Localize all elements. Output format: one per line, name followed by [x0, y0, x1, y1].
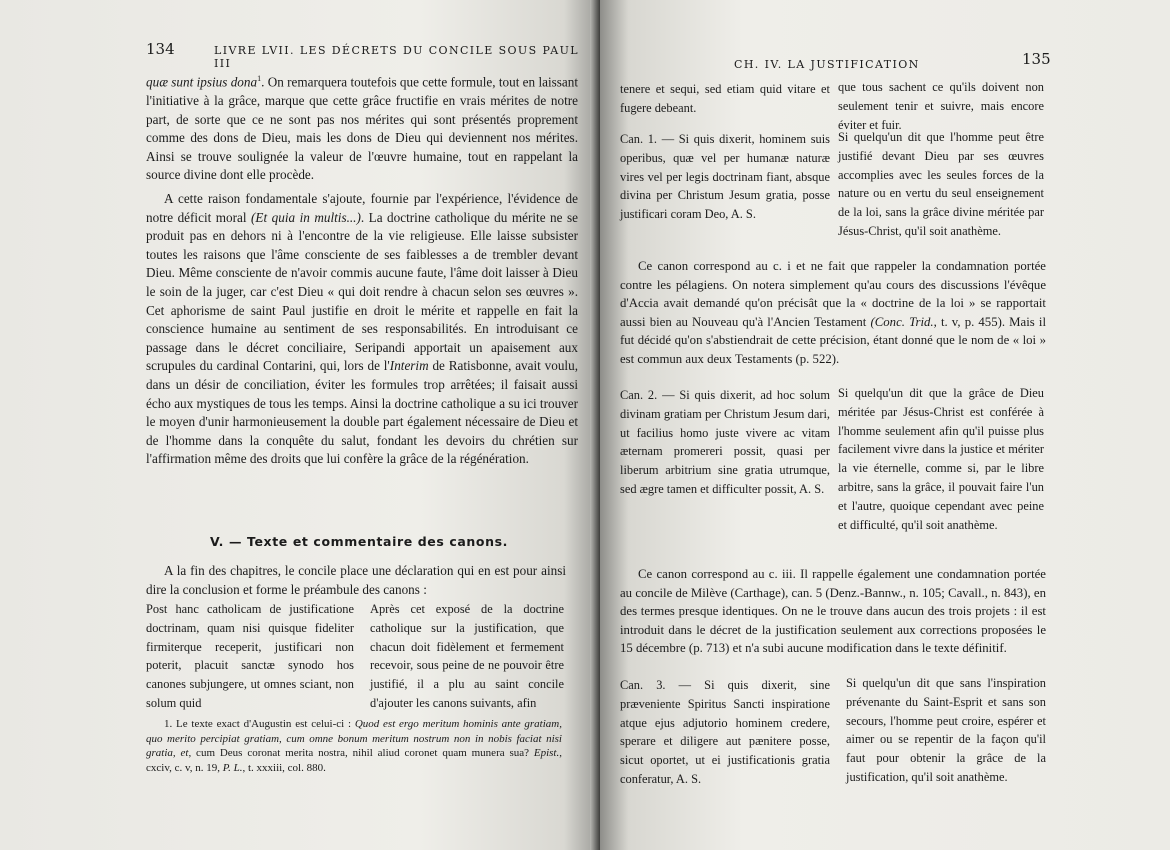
running-head: LIVRE LVII. LES DÉCRETS DU CONCILE SOUS PAUL III: [214, 44, 579, 70]
paragraph-text: A la fin des chapitres, le concile place une déclaration qui en est pour ainsi dire la conclusion et forme le préambule des canons :: [146, 563, 566, 597]
right-page: [600, 0, 1170, 850]
footnote-quote: Quod est ergo meritum hominis ante gratiam, quo merito percipiat gratiam, cum omne bonum meritum nostrum non in nobis faciat nisi gratia, et,: [146, 718, 562, 759]
page-number: 135: [1022, 50, 1051, 68]
commentary: [620, 565, 1046, 658]
french-column: Après cet exposé de la doctrine catholique sur la justification, que chacun doit fidèlement et fermement recevoir, sous peine de ne pouvoir être justifié, il a plu au saint concile d'ajouter les canons suivants, afin: [370, 602, 564, 710]
commentary: [620, 257, 1046, 369]
paragraph-text: de Ratisbonne, avait voulu, dans un désir de conciliation, éviter les formules trop arrêtées; il faisait aussi écho aux mystiques de tous les temps. Ainsi la doctrine catholique a su ici trouver le moyen d'unir harmonieusement la double part également nécessaire de Dieu et de l'homme dans la conquête du salut, fondant les devoirs du chrétien sur l'affirmation même des droits que lui confère la grâce de la régénération.: [146, 358, 578, 467]
footnote-text: cum Deus coronat merita nostra, nihil aliud coronet quam munera sua?: [191, 747, 534, 759]
latin-canon: Can. 3. — Si quis dixerit, sine præveniente Spiritus Sancti inspiratione atque ejus adjutorio hominem credere, sperare et diligere aut pænitere posse, sicut oportet, ut ei justificationis gratia conferatur, A. S.: [620, 678, 830, 786]
latin-canon: Can. 2. — Si quis dixerit, ad hoc solum divinam gratiam per Christum Jesum dari, ut facilius homo juste vivere ac vitam æternam promereri possit, quasi per liberum arbitrium sine gratia utrumque, sed ægre tamen et difficulter possit, A. S.: [620, 388, 830, 496]
footnote-text: 1. Le texte exact d'Augustin est celui-ci :: [164, 718, 355, 730]
footnote-ref: 1: [257, 74, 262, 83]
footnote-text: , t. xxxiii, col. 880.: [242, 761, 326, 774]
quote-fragment: quæ sunt ipsius dona: [146, 74, 258, 90]
footnote-ref: P. L.: [222, 761, 243, 774]
paragraph-text: . On remarquera toutefois que cette formule, tout en laissant l'initiative à la grâce, marque que cette grâce fructifie en vrais mérites de notre part, de sorte que ce ne sont pas nos mérites qui sont présentés proprement comme des dons de Dieu, mais les dons de Dieu qui deviennent nos mérites. Ainsi se trouve soulignée la valeur de l'œuvre humaine, tout en rappelant la source divine dont elle procède.: [146, 74, 578, 183]
quote-fragment: Interim: [389, 358, 429, 374]
footnote-ref: Epist.: [533, 747, 560, 759]
page-number: 134: [146, 40, 175, 58]
section-title: V. — Texte et commentaire des canons.: [210, 534, 508, 549]
latin-canon: Can. 1. — Si quis dixerit, hominem suis operibus, quæ vel per humanæ naturæ vires vel per legis doctrinam fiant, absque divina per Christum Jesum gratia, posse justificari coram Deo, A. S.: [620, 132, 830, 222]
running-head: CH. IV. LA JUSTIFICATION: [734, 58, 920, 71]
paragraph: [146, 70, 578, 185]
french-canon: Si quelqu'un dit que sans l'inspiration prévenante du Saint-Esprit et sans son secours, l'homme peut croire, espérer et aimer ou se repentir de la façon qu'il faut pour obtenir la grâce de la justification, qu'il soit anathème.: [846, 676, 1046, 784]
french-column: que tous sachent ce qu'ils doivent non seulement tenir et suivre, mais encore éviter et fuir.: [838, 80, 1044, 132]
paragraph: [146, 562, 566, 599]
latin-column: Post hanc catholicam de justificatione doctrinam, quam nisi quisque fideliter firmiterque receperit, justificari non poterit, placuit sanctæ synodo hos canones subjungere, ut omnes sciant, non solum quid: [146, 602, 354, 710]
footnote-text: , cxciv, c. v, n. 19,: [146, 747, 562, 774]
quote-fragment: (Et quia in multis...): [251, 209, 361, 225]
paragraph-text: A cette raison fondamentale s'ajoute, fournie par l'expérience, l'évidence de notre déficit moral: [146, 191, 578, 225]
french-canon: Si quelqu'un dit que l'homme peut être justifié devant Dieu par ses œuvres accomplies avec les seules forces de la nature ou en vertu du seul enseignement de la loi, sans la grâce divine méritée par Jésus-Christ, qu'il soit anathème.: [838, 130, 1044, 238]
footnote: [146, 717, 562, 775]
paragraph-text: Ce canon correspond au c. i et ne fait que rappeler la condamnation portée contre les pélagiens. On notera simplement qu'au cours des discussions l'évêque d'Accia avait demandé qu'on précisât que la « doctrine de la loi » se rapportait aussi bien au Nouveau qu'à l'Ancien Testament: [620, 259, 1046, 329]
french-canon: Si quelqu'un dit que la grâce de Dieu méritée par Jésus-Christ est conférée à l'homme seulement afin qu'il puisse plus facilement vivre dans la justice et mériter la vie éternelle, comme si, par le libre arbitre, sans la grâce, il pouvait faire l'un et l'autre, quoique cependant avec peine et difficulté, qu'il soit anathème.: [838, 386, 1044, 532]
reference: (Conc. Trid.: [870, 314, 934, 329]
paragraph-text: , t. v, p. 455). Mais il fut décidé qu'on s'abstiendrait de cette précision, étant donné que le nom de « loi » est commun aux deux Testaments (p. 522).: [620, 314, 1046, 366]
latin-column: tenere et sequi, sed etiam quid vitare et fugere debeant.: [620, 82, 830, 115]
paragraph-text: Ce canon correspond au c. iii. Il rappelle également une condamnation portée au concile de Milève (Carthage), can. 5 (Denz.-Bannw., n. 105; Cavall., n. 843), en des termes presque identiques. On ne le trouve dans aucun des trois projets : il est introduit dans le décret de la justification seulement aux corrections proposées le 15 décembre (p. 713) et n'a subi aucune modification dans le texte définitif.: [620, 567, 1046, 656]
paragraph: [146, 190, 578, 469]
paragraph-text: . La doctrine catholique du mérite ne se produit pas en dehors ni à l'encontre de la vie religieuse. Elle laisse subsister toutes les raisons que l'âme consciente de ses faiblesses a de trembler devant Dieu. Même consciente de n'avoir commis aucune faute, l'âme doit laisser à Dieu le soin de la juger, car c'est Dieu « qui doit rendre à chacun selon ses œuvres ». Cet aphorisme de saint Paul justifie en droit le mérite et rappelle en fait la conscience humaine au sentiment de ses responsabilités. En introduisant ce passage dans le décret conciliaire, Seripandi apportait un apaisement aux scrupules du cardinal Contarini, qui, lors de l': [146, 209, 578, 374]
